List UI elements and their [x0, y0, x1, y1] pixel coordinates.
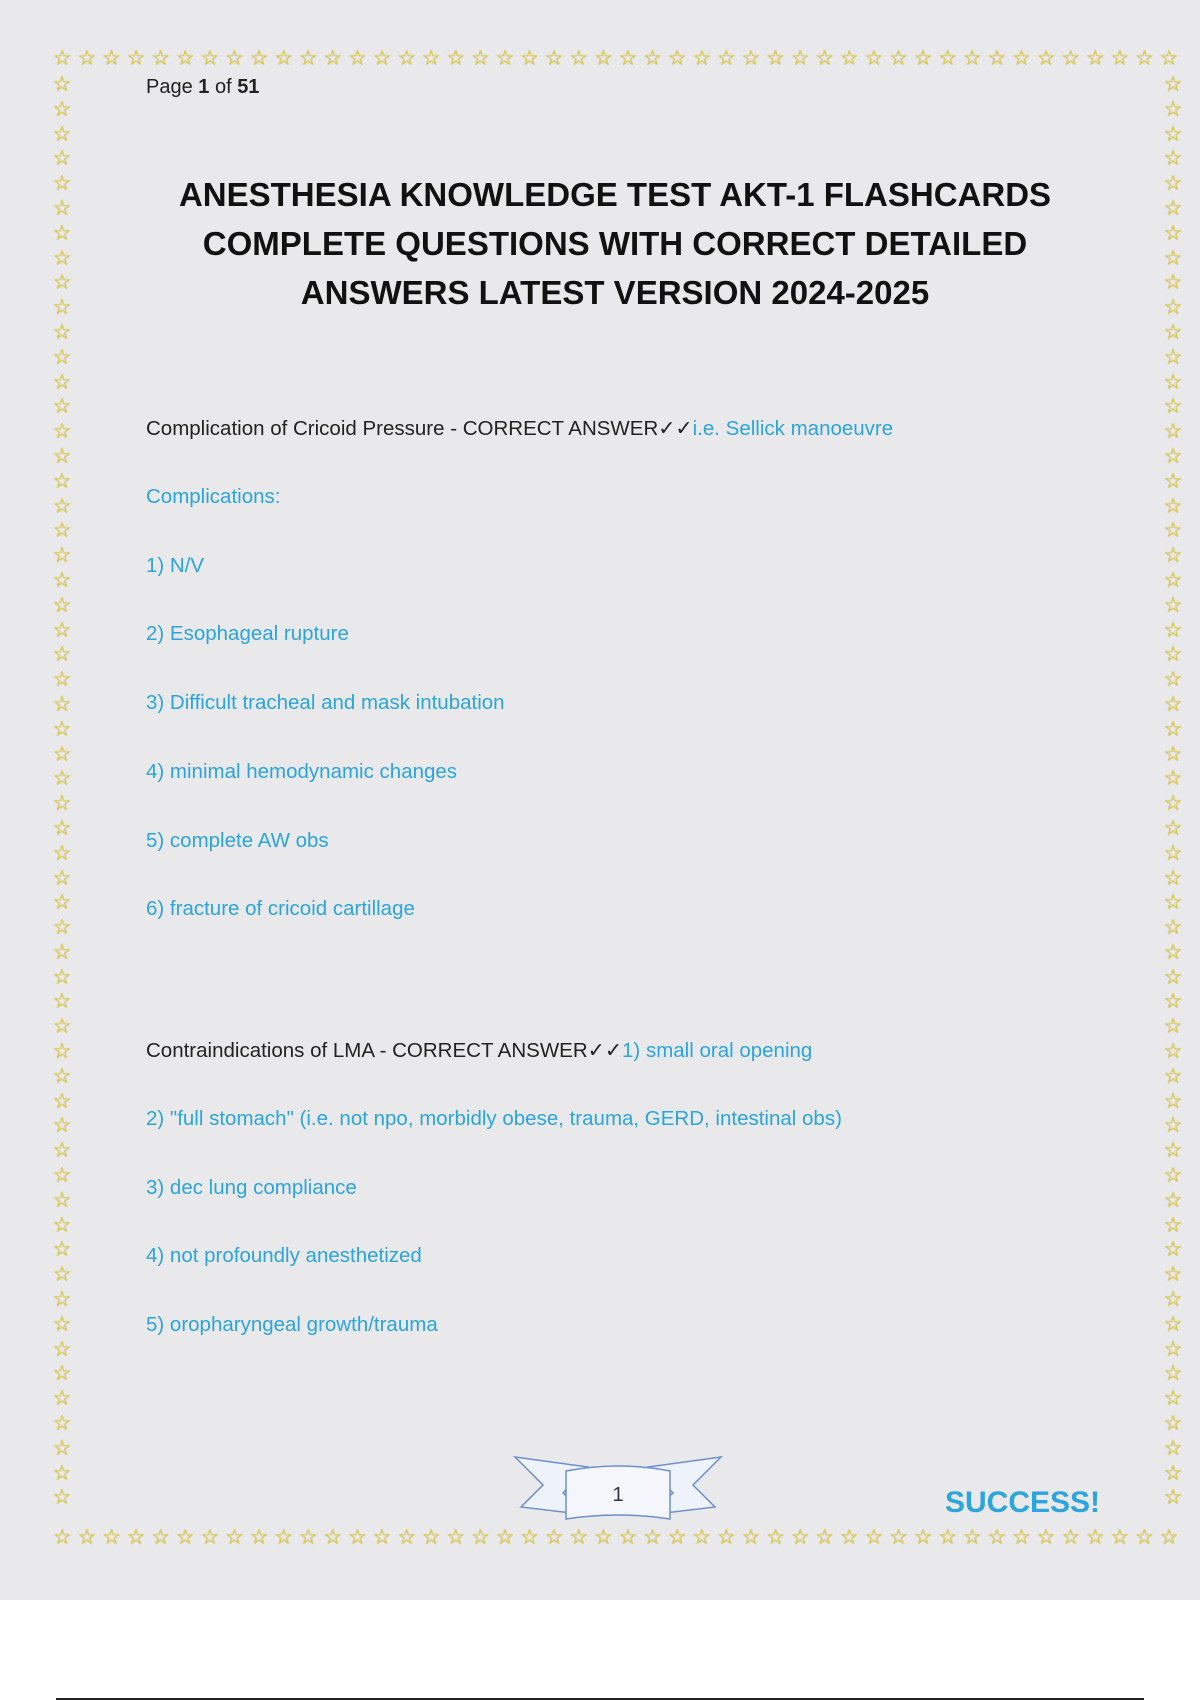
star-icon: ☆ [1110, 48, 1130, 70]
page-current: 1 [198, 76, 210, 98]
star-icon: ☆ [52, 195, 72, 220]
star-icon: ☆ [1163, 1014, 1183, 1039]
star-icon: ☆ [495, 48, 515, 70]
title-line: ANESTHESIA KNOWLEDGE TEST AKT-1 FLASHCARDS [178, 176, 1052, 213]
star-icon: ☆ [1163, 890, 1183, 915]
success-motto: SUCCESS! [945, 1486, 1101, 1519]
answer-line: 5) oropharyngeal growth/trauma [146, 1313, 438, 1336]
star-icon: ☆ [815, 1527, 835, 1549]
star-icon: ☆ [52, 840, 72, 865]
star-icon: ☆ [569, 1527, 589, 1549]
flashcard-answer: i.e. Sellick manoeuvre [692, 417, 894, 440]
star-icon: ☆ [1163, 1163, 1183, 1188]
star-icon: ☆ [52, 815, 72, 840]
star-icon: ☆ [1163, 1212, 1183, 1237]
star-icon: ☆ [741, 1527, 761, 1549]
star-icon: ☆ [1163, 567, 1183, 592]
answer-line: 3) Difficult tracheal and mask intubation [146, 691, 505, 714]
flashcard-question: Complication of Cricoid Pressure - CORRECT ANSWER✓✓ [146, 417, 693, 440]
star-icon: ☆ [1163, 592, 1183, 617]
star-icon: ☆ [323, 48, 343, 70]
star-icon: ☆ [175, 1527, 195, 1549]
star-icon: ☆ [126, 48, 146, 70]
star-icon: ☆ [52, 1361, 72, 1386]
star-icon: ☆ [52, 964, 72, 989]
star-icon: ☆ [52, 1113, 72, 1138]
star-icon: ☆ [372, 48, 392, 70]
star-border-left [49, 74, 75, 1527]
star-icon: ☆ [1163, 1336, 1183, 1361]
star-icon: ☆ [741, 48, 761, 70]
star-icon: ☆ [397, 48, 417, 70]
star-icon: ☆ [520, 48, 539, 70]
star-icon: ☆ [52, 419, 72, 444]
answer-line: 2) "full stomach" (i.e. not npo, morbidly obese, trauma, GERD, intestinal obs) [146, 1107, 842, 1130]
star-icon: ☆ [298, 1527, 318, 1549]
star-icon: ☆ [274, 48, 294, 70]
star-icon: ☆ [323, 1527, 343, 1549]
star-icon: ☆ [1163, 1187, 1183, 1212]
star-icon: ☆ [52, 1287, 72, 1312]
star-icon: ☆ [1163, 121, 1183, 146]
star-icon: ☆ [52, 518, 72, 543]
star-icon: ☆ [1061, 48, 1081, 70]
star-icon: ☆ [667, 48, 687, 70]
star-border-top [50, 48, 1184, 74]
star-icon: ☆ [421, 1527, 441, 1549]
star-icon: ☆ [1163, 939, 1183, 964]
star-icon: ☆ [618, 1527, 638, 1549]
star-icon: ☆ [864, 48, 884, 70]
star-icon: ☆ [52, 567, 72, 592]
answer-line: 1) N/V [146, 554, 205, 577]
star-icon: ☆ [1163, 443, 1183, 468]
star-icon: ☆ [1163, 1113, 1183, 1138]
star-icon: ☆ [1163, 245, 1183, 270]
star-icon: ☆ [52, 48, 72, 70]
star-icon: ☆ [52, 741, 72, 766]
star-icon: ☆ [52, 1411, 72, 1436]
star-icon: ☆ [1163, 96, 1183, 121]
answer-line: 3) dec lung compliance [146, 1176, 357, 1199]
star-icon: ☆ [495, 1527, 515, 1549]
star-icon: ☆ [1163, 1435, 1183, 1460]
star-icon: ☆ [643, 1527, 662, 1549]
star-icon: ☆ [1163, 171, 1183, 196]
star-icon: ☆ [52, 915, 72, 940]
star-icon: ☆ [1163, 791, 1183, 816]
star-icon: ☆ [569, 48, 589, 70]
star-icon: ☆ [1163, 716, 1183, 741]
star-icon: ☆ [1163, 1361, 1183, 1386]
answer-line: 6) fracture of cricoid cartillage [146, 897, 415, 920]
answer-line: Complications: [146, 485, 281, 508]
star-icon: ☆ [249, 48, 269, 70]
star-icon: ☆ [1163, 220, 1183, 245]
star-icon: ☆ [52, 543, 72, 568]
star-icon: ☆ [52, 74, 72, 96]
star-icon: ☆ [446, 48, 466, 70]
star-icon: ☆ [151, 1527, 171, 1549]
star-icon: ☆ [1163, 642, 1183, 667]
star-icon: ☆ [962, 48, 982, 70]
star-icon: ☆ [1163, 915, 1183, 940]
flashcard-question-row [146, 1038, 812, 1063]
star-icon: ☆ [52, 642, 72, 667]
star-icon: ☆ [102, 1527, 121, 1549]
star-icon: ☆ [52, 1262, 72, 1287]
star-icon: ☆ [151, 48, 171, 70]
star-icon: ☆ [1159, 48, 1179, 70]
star-icon: ☆ [667, 1527, 687, 1549]
star-icon: ☆ [987, 1527, 1007, 1549]
star-icon: ☆ [52, 691, 72, 716]
star-icon: ☆ [348, 1527, 367, 1549]
star-icon: ☆ [52, 791, 72, 816]
star-icon: ☆ [1163, 394, 1183, 419]
star-icon: ☆ [1163, 667, 1183, 692]
star-icon: ☆ [544, 1527, 564, 1549]
star-icon: ☆ [52, 369, 72, 394]
star-icon: ☆ [544, 48, 564, 70]
star-icon: ☆ [1163, 1287, 1183, 1312]
star-icon: ☆ [52, 1386, 72, 1411]
star-icon: ☆ [52, 1088, 72, 1113]
star-icon: ☆ [1163, 369, 1183, 394]
star-icon: ☆ [1163, 1411, 1183, 1436]
page-label-middle: of [209, 76, 238, 98]
star-icon: ☆ [348, 48, 367, 70]
star-icon: ☆ [1135, 1527, 1154, 1549]
star-icon: ☆ [52, 245, 72, 270]
star-icon: ☆ [1163, 1485, 1183, 1510]
flashcard-answer: 1) small oral opening [622, 1039, 813, 1062]
star-icon: ☆ [52, 1460, 72, 1485]
star-icon: ☆ [1163, 865, 1183, 890]
star-icon: ☆ [1163, 1311, 1183, 1336]
star-icon: ☆ [1163, 1138, 1183, 1163]
star-icon: ☆ [938, 1527, 958, 1549]
star-icon: ☆ [1061, 1527, 1081, 1549]
star-icon: ☆ [1163, 543, 1183, 568]
star-icon: ☆ [1163, 195, 1183, 220]
page-label-prefix: Page [146, 76, 199, 98]
star-icon: ☆ [790, 1527, 810, 1549]
page-total: 51 [237, 76, 260, 98]
star-icon: ☆ [766, 1527, 785, 1549]
star-icon: ☆ [692, 1527, 712, 1549]
star-icon: ☆ [1163, 295, 1183, 320]
star-icon: ☆ [815, 48, 835, 70]
star-icon: ☆ [52, 1237, 72, 1262]
star-icon: ☆ [1163, 1386, 1183, 1411]
star-icon: ☆ [52, 617, 72, 642]
star-icon: ☆ [225, 1527, 244, 1549]
star-icon: ☆ [52, 220, 72, 245]
star-icon: ☆ [716, 1527, 736, 1549]
star-icon: ☆ [1163, 518, 1183, 543]
answer-line: 4) minimal hemodynamic changes [146, 760, 458, 783]
star-icon: ☆ [52, 1485, 72, 1510]
star-icon: ☆ [1163, 344, 1183, 369]
star-icon: ☆ [421, 48, 441, 70]
star-icon: ☆ [225, 48, 244, 70]
star-icon: ☆ [52, 989, 72, 1014]
star-icon: ☆ [52, 592, 72, 617]
star-icon: ☆ [1163, 815, 1183, 840]
star-icon: ☆ [1110, 1527, 1130, 1549]
answer-line: 2) Esophageal rupture [146, 622, 349, 645]
answer-line: 5) complete AW obs [146, 829, 329, 852]
star-icon: ☆ [1135, 48, 1154, 70]
star-icon: ☆ [1163, 1088, 1183, 1113]
star-icon: ☆ [618, 48, 638, 70]
star-icon: ☆ [52, 766, 72, 791]
star-border-bottom [50, 1527, 1184, 1553]
star-icon: ☆ [938, 48, 958, 70]
star-icon: ☆ [52, 270, 72, 295]
star-icon: ☆ [446, 1527, 466, 1549]
star-icon: ☆ [520, 1527, 539, 1549]
star-icon: ☆ [692, 48, 712, 70]
star-icon: ☆ [274, 1527, 294, 1549]
star-icon: ☆ [52, 1187, 72, 1212]
star-icon: ☆ [175, 48, 195, 70]
title-line: ANSWERS LATEST VERSION 2024-2025 [300, 274, 930, 311]
star-icon: ☆ [52, 1212, 72, 1237]
star-icon: ☆ [1163, 1063, 1183, 1088]
star-icon: ☆ [52, 319, 72, 344]
star-icon: ☆ [889, 48, 908, 70]
star-icon: ☆ [1163, 1262, 1183, 1287]
star-icon: ☆ [52, 1311, 72, 1336]
flashcard-question-row [146, 416, 893, 441]
star-icon: ☆ [52, 1435, 72, 1460]
star-icon: ☆ [1163, 493, 1183, 518]
star-icon: ☆ [52, 865, 72, 890]
star-icon: ☆ [1163, 270, 1183, 295]
star-icon: ☆ [1163, 617, 1183, 642]
star-icon: ☆ [716, 48, 736, 70]
star-icon: ☆ [839, 48, 859, 70]
star-icon: ☆ [593, 1527, 613, 1549]
star-icon: ☆ [52, 394, 72, 419]
star-icon: ☆ [52, 1014, 72, 1039]
star-icon: ☆ [1163, 419, 1183, 444]
star-icon: ☆ [52, 121, 72, 146]
star-icon: ☆ [77, 48, 97, 70]
star-icon: ☆ [593, 48, 613, 70]
star-icon: ☆ [1163, 741, 1183, 766]
star-icon: ☆ [52, 96, 72, 121]
star-icon: ☆ [397, 1527, 417, 1549]
star-icon: ☆ [1163, 1039, 1183, 1064]
star-icon: ☆ [1163, 146, 1183, 171]
star-icon: ☆ [1163, 74, 1183, 96]
star-icon: ☆ [52, 1063, 72, 1088]
star-icon: ☆ [52, 890, 72, 915]
star-icon: ☆ [126, 1527, 146, 1549]
star-icon: ☆ [52, 344, 72, 369]
star-icon: ☆ [1036, 48, 1056, 70]
star-icon: ☆ [52, 468, 72, 493]
star-icon: ☆ [52, 939, 72, 964]
star-icon: ☆ [470, 48, 490, 70]
star-icon: ☆ [298, 48, 318, 70]
star-icon: ☆ [52, 493, 72, 518]
page-counter [146, 76, 259, 99]
star-icon: ☆ [643, 48, 662, 70]
star-icon: ☆ [52, 295, 72, 320]
star-icon: ☆ [839, 1527, 859, 1549]
star-icon: ☆ [52, 667, 72, 692]
star-icon: ☆ [102, 48, 121, 70]
answer-line: 4) not profoundly anesthetized [146, 1244, 422, 1267]
star-icon: ☆ [249, 1527, 269, 1549]
star-icon: ☆ [790, 48, 810, 70]
star-icon: ☆ [372, 1527, 392, 1549]
star-icon: ☆ [1163, 468, 1183, 493]
star-icon: ☆ [1163, 319, 1183, 344]
star-icon: ☆ [52, 1163, 72, 1188]
star-icon: ☆ [1159, 1527, 1179, 1549]
star-icon: ☆ [52, 1336, 72, 1361]
star-icon: ☆ [889, 1527, 908, 1549]
flashcard-question: Contraindications of LMA - CORRECT ANSWER✓✓ [146, 1039, 623, 1062]
star-icon: ☆ [1163, 1237, 1183, 1262]
star-icon: ☆ [52, 1527, 72, 1549]
star-icon: ☆ [52, 716, 72, 741]
star-icon: ☆ [52, 1138, 72, 1163]
star-icon: ☆ [766, 48, 785, 70]
star-icon: ☆ [52, 443, 72, 468]
star-icon: ☆ [1012, 48, 1031, 70]
star-icon: ☆ [962, 1527, 982, 1549]
star-icon: ☆ [52, 171, 72, 196]
star-icon: ☆ [1163, 691, 1183, 716]
document-title [150, 170, 1080, 317]
star-icon: ☆ [1163, 989, 1183, 1014]
star-icon: ☆ [1012, 1527, 1031, 1549]
star-icon: ☆ [913, 48, 933, 70]
star-icon: ☆ [864, 1527, 884, 1549]
star-icon: ☆ [987, 48, 1007, 70]
title-line: COMPLETE QUESTIONS WITH CORRECT DETAILED [202, 225, 1028, 262]
star-icon: ☆ [1163, 766, 1183, 791]
star-icon: ☆ [1163, 964, 1183, 989]
star-icon: ☆ [77, 1527, 97, 1549]
star-icon: ☆ [200, 1527, 220, 1549]
star-icon: ☆ [1085, 48, 1105, 70]
ribbon-page-number: 1 [612, 1484, 624, 1506]
star-icon: ☆ [1163, 840, 1183, 865]
star-icon: ☆ [200, 48, 220, 70]
star-icon: ☆ [470, 1527, 490, 1549]
star-icon: ☆ [913, 1527, 933, 1549]
star-border-right [1160, 74, 1186, 1527]
star-icon: ☆ [52, 146, 72, 171]
star-icon: ☆ [1036, 1527, 1056, 1549]
star-icon: ☆ [1085, 1527, 1105, 1549]
star-icon: ☆ [52, 1039, 72, 1064]
star-icon: ☆ [1163, 1460, 1183, 1485]
